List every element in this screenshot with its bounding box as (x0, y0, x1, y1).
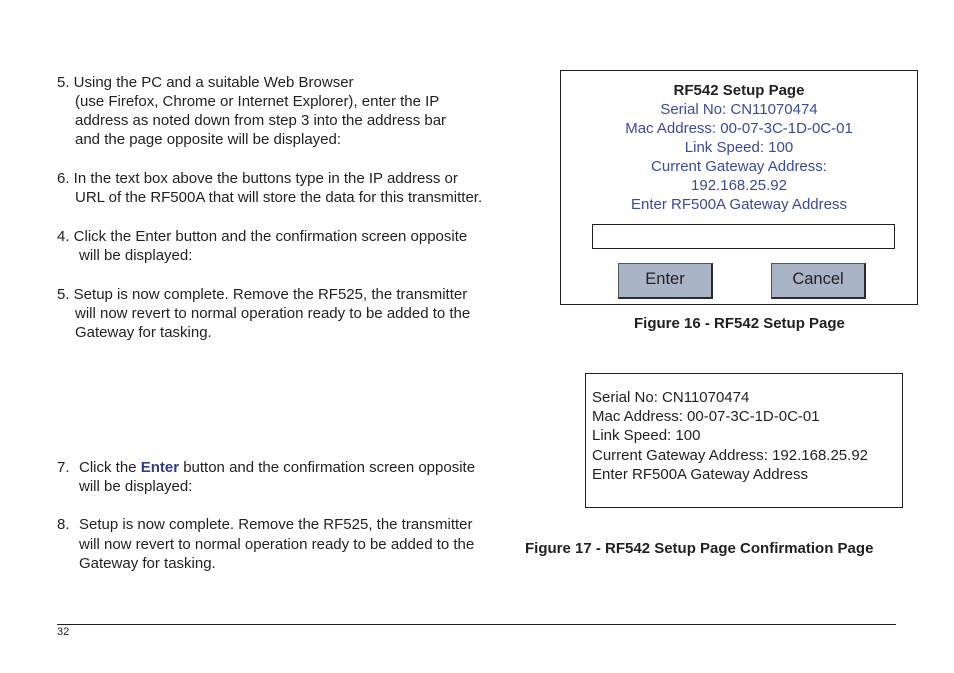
setup-page-title: RF542 Setup Page (673, 82, 805, 99)
figure-16-caption: Figure 16 - RF542 Setup Page (634, 315, 845, 332)
step-7-line-2: will be displayed: (79, 478, 193, 495)
cancel-button[interactable]: Cancel (771, 263, 866, 299)
step-6-line-1: 6. In the text box above the buttons type in the IP address or (57, 170, 458, 187)
step-8-line-2: will now revert to normal operation ready to be added to the (79, 536, 475, 553)
step-8-line-3: Gateway for tasking. (79, 555, 216, 572)
step-5a-line-4: and the page opposite will be displayed: (75, 131, 342, 148)
enter-button[interactable]: Enter (618, 263, 713, 299)
setup-page-figure (560, 70, 918, 305)
figure-17-caption: Figure 17 - RF542 Setup Page Confirmation Page (525, 540, 874, 557)
confirm-enter-gateway-prompt: Enter RF500A Gateway Address (592, 466, 808, 483)
page-number: 32 (57, 626, 70, 638)
confirmation-page-figure (585, 373, 903, 508)
step-6-line-2: URL of the RF500A that will store the data for this transmitter. (75, 189, 483, 206)
confirm-serial-number: Serial No: CN11070474 (592, 389, 750, 406)
step-7-pre: Click the (79, 459, 141, 476)
step-8-number: 8. (57, 516, 70, 533)
enter-gateway-prompt: Enter RF500A Gateway Address (631, 196, 847, 213)
step-4-line-1: 4. Click the Enter button and the confirmation screen opposite (57, 228, 468, 245)
step-5a-line-1: 5. Using the PC and a suitable Web Browser (57, 74, 354, 91)
step-4-line-2: will be displayed: (79, 247, 193, 264)
link-speed: Link Speed: 100 (684, 139, 794, 156)
step-5b-line-3: Gateway for tasking. (75, 324, 212, 341)
confirm-link-speed: Link Speed: 100 (592, 427, 701, 444)
confirm-gateway-address: Current Gateway Address: 192.168.25.92 (592, 447, 869, 464)
step-7-number: 7. (57, 459, 70, 476)
footer-divider (57, 624, 896, 625)
step-7-post: button and the confirmation screen opposite (179, 459, 476, 476)
gateway-address-input[interactable] (592, 224, 895, 249)
serial-number: Serial No: CN11070474 (660, 101, 818, 118)
step-8-line-1: Setup is now complete. Remove the RF525, the transmitter (79, 516, 473, 533)
step-7-line-1 (79, 458, 475, 477)
gateway-address-value: 192.168.25.92 (691, 177, 787, 194)
step-5a-line-2: (use Firefox, Chrome or Internet Explorer), enter the IP (75, 93, 440, 110)
step-5b-line-1: 5. Setup is now complete. Remove the RF525, the transmitter (57, 286, 468, 303)
step-7-enter-highlight: Enter (140, 459, 180, 476)
gateway-address-label: Current Gateway Address: (651, 158, 827, 175)
step-5b-line-2: will now revert to normal operation ready to be added to the (75, 305, 471, 322)
step-5a-line-3: address as noted down from step 3 into the address bar (75, 112, 447, 129)
mac-address: Mac Address: 00-07-3C-1D-0C-01 (625, 120, 853, 137)
confirm-mac-address: Mac Address: 00-07-3C-1D-0C-01 (592, 408, 820, 425)
